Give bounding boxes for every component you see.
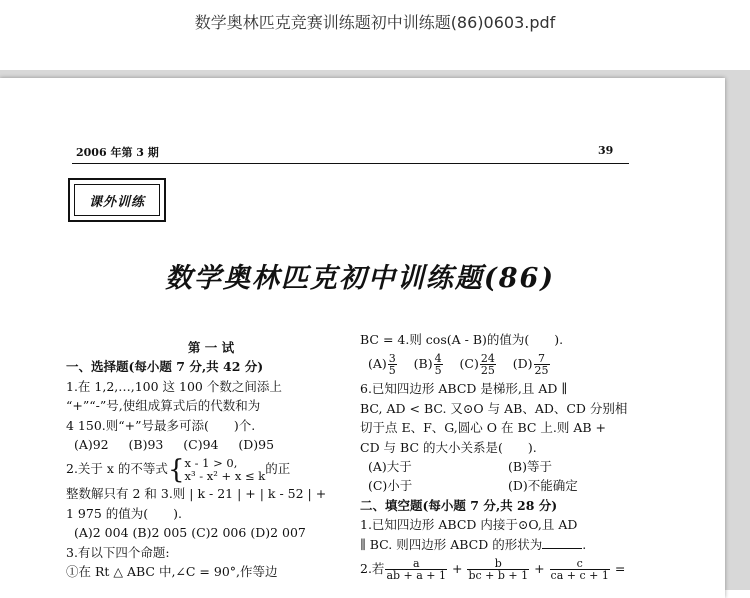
numerator: a: [385, 558, 447, 570]
right-column: [360, 330, 660, 584]
q6-line: CD 与 BC 的大小关系是( ).: [360, 439, 537, 455]
denominator: 25: [480, 364, 495, 378]
option: (B)2 005: [132, 525, 188, 541]
q8-line: 2.若 $\frac{a}{ab + a + 1}$ + $\frac{b}{bc + b + 1}$ + $\frac{c}{ca + c + 1}$ =: [360, 556, 626, 582]
fill-heading: 二、填空题(每小题 7 分,共 28 分): [360, 497, 558, 513]
fraction: [550, 558, 610, 581]
q1-line: 1.在 1,2,…,100 这 100 个数之间添上: [66, 378, 282, 394]
header-divider: [72, 163, 629, 164]
numerator: 4: [434, 352, 442, 366]
option-label: (A): [367, 356, 387, 372]
fraction: [480, 353, 496, 376]
numerator: 3: [388, 352, 396, 366]
header-page-number: 39: [598, 144, 614, 157]
choice-heading: 一、选择题(每小题 7 分,共 42 分): [66, 359, 264, 375]
q2-line: 整数解只有 2 和 3.则 | k - 21 | + | k - 52 | +: [66, 486, 327, 502]
q2-text: 2.关于 x 的不等式: [66, 461, 168, 477]
q3-line: ①在 Rt △ ABC 中,∠C = 90°,作等边: [66, 563, 278, 579]
inequality-2: x³ - x² + x ≤ k: [184, 468, 266, 483]
denominator: 5: [434, 364, 442, 378]
q2-line: [66, 454, 356, 484]
q1-options: [66, 435, 356, 454]
q3-line: 3.有以下四个命题:: [66, 544, 170, 560]
numerator: 24: [480, 352, 495, 366]
option: (A)2 004: [73, 525, 129, 541]
denominator: ab + a + 1: [386, 568, 447, 582]
inequality-1: x - 1 > 0,: [184, 455, 238, 470]
fraction: [467, 558, 529, 581]
option: (D)不能确定: [508, 478, 578, 494]
q6-options: [360, 476, 660, 495]
article-title: 数学奥林匹克初中训练题(86): [164, 263, 556, 294]
section-title: 第 一 试: [187, 340, 235, 355]
fraction: [534, 353, 550, 376]
option: (A)大于: [367, 458, 412, 474]
document-title: 数学奥林匹克竞赛训练题初中训练题(86)0603.pdf: [194, 13, 556, 32]
denominator: ca + c + 1: [550, 568, 609, 582]
window-titlebar: [0, 0, 750, 70]
brace-symbol: {: [167, 454, 185, 485]
option: (B)等于: [508, 458, 552, 474]
option-label: (C): [459, 356, 479, 372]
pdf-page: [0, 78, 725, 598]
numerator: c: [550, 558, 610, 570]
q8-text: 2.若: [360, 560, 385, 576]
option: (D)2 007: [250, 525, 306, 541]
q2-line: 1 975 的值为( ).: [66, 505, 182, 521]
section-tag: [68, 178, 166, 222]
left-column: [66, 338, 356, 581]
numerator: 7: [534, 353, 550, 365]
q2-options: [66, 523, 356, 542]
q2-text-end: 的正: [265, 461, 291, 477]
denominator: bc + b + 1: [468, 568, 529, 582]
option-label: (D): [512, 356, 533, 372]
option-label: (B): [413, 356, 433, 372]
q5-line: BC = 4.则 cos(A - B)的值为( ).: [360, 332, 564, 347]
option: (B)93: [128, 436, 164, 452]
section-tag-label: 课外训练: [74, 184, 160, 216]
fraction: [385, 558, 447, 581]
fraction: [434, 353, 443, 376]
denominator: 25: [534, 364, 549, 378]
q1-line: “+”“-”号,使组成算式后的代数和为: [66, 398, 261, 414]
option: (A)92: [73, 436, 109, 452]
header-issue: 2006 年第 3 期: [76, 146, 159, 159]
q5-options: [360, 349, 660, 379]
option: (C)小于: [367, 478, 413, 494]
q6-line: BC, AD < BC. 又⊙O 与 AB、AD、CD 分别相: [360, 400, 628, 416]
q7-line: 1.已知四边形 ABCD 内接于⊙O,且 AD: [360, 517, 578, 533]
q6-line: 6.已知四边形 ABCD 是梯形,且 AD ∥: [360, 381, 568, 397]
denominator: 5: [388, 364, 396, 378]
inequality-system: [184, 457, 265, 483]
numerator: b: [467, 558, 529, 570]
option: (D)95: [238, 436, 275, 452]
option: (C)94: [183, 436, 219, 452]
answer-blank: [542, 536, 582, 549]
q8-equals: =: [614, 560, 626, 576]
option: (C)2 006: [191, 525, 247, 541]
q1-line: 4 150.则“+”号最多可添( )个.: [66, 417, 256, 433]
fraction: [388, 353, 397, 376]
q6-line: 切于点 E、F、G,圆心 O 在 BC 上.则 AB +: [360, 420, 607, 436]
q7-text: ∥ BC. 则四边形 ABCD 的形状为: [360, 536, 543, 552]
q7-line: ∥ BC. 则四边形 ABCD 的形状为 .: [360, 536, 587, 552]
q6-options: [360, 457, 660, 476]
